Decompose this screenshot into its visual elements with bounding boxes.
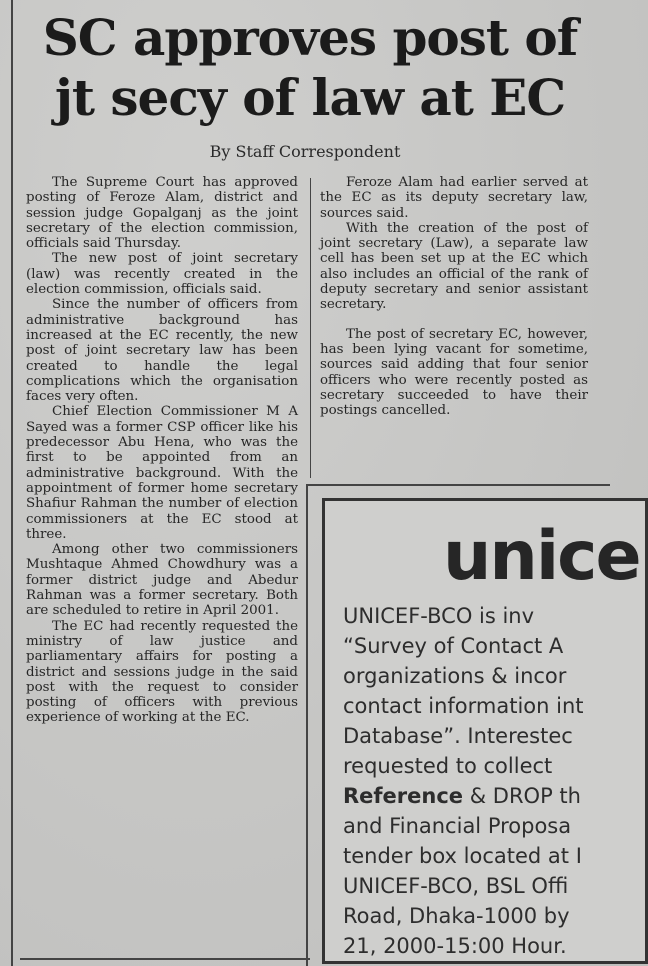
paragraph: Among other two commissioners Mushtaque Ahmed Chowdhury was a former district judge and Abedur Rahman was a former secretary. Both are scheduled to retire in April 2001. xyxy=(26,542,298,619)
ad-body-text: UNICEF-BCO is inv “Survey of Contact A organizations & incor contact information int Database”. Interestec requested to collect Reference & DROP th and Financial Proposa tender box located at I UNICEF-BCO, BSL Offi Road, Dhaka-1000 by 21, 2000-15:00 Hour. xyxy=(343,604,584,958)
byline: By Staff Correspondent xyxy=(209,142,401,161)
paragraph: The new post of joint secretary (law) was recently created in the election commission, officials said. xyxy=(26,251,298,298)
ad-left-rule xyxy=(306,484,308,966)
headline xyxy=(20,8,600,128)
headline-line-1: SC approves post of xyxy=(42,8,578,67)
article-column-2 xyxy=(320,175,588,418)
unicef-logo: unice xyxy=(443,517,640,596)
paragraph: Feroze Alam had earlier served at the EC as its deputy secretary law, sources said. xyxy=(320,175,588,221)
paragraph: Since the number of officers from administrative background has increased at the EC recently, the new post of joint secretary law has been created to handle the legal complications which the organisation faces very often. xyxy=(26,297,298,405)
paragraph: The Supreme Court has approved posting of Feroze Alam, district and session judge Gopalganj as the joint secretary of the election commission, officials said Thursday. xyxy=(26,175,298,252)
paragraph: With the creation of the post of joint secretary (Law), a separate law cell has been set up at the EC which also includes an official of the rank of deputy secretary and senior assistant secretary. xyxy=(320,220,588,313)
paragraph: The EC had recently requested the ministry of law justice and parliamentary affairs for posting a district and sessions judge in the said post with the request to consider posting of officers with previous experience of working at the EC. xyxy=(26,618,298,726)
article-column-1 xyxy=(26,175,298,726)
bottom-rule xyxy=(20,958,310,960)
paragraph: Chief Election Commissioner M A Sayed was a former CSP officer like his predecessor Abu Hena, who was the first to be appointed from an administrative background. With the appointment of former home secretary Shafiur Rahman the number of election commissioners at the EC stood at three. xyxy=(26,404,298,542)
ad-top-rule xyxy=(306,484,610,486)
headline-line-2: jt secy of law at EC xyxy=(54,68,566,127)
paragraph: The post of secretary EC, however, has been lying vacant for sometime, sources said adding that four senior officers who were recently posted as secretary succeeded to have their postings cancelled. xyxy=(320,326,588,419)
unicef-advertisement xyxy=(322,498,648,964)
column-divider-rule xyxy=(310,178,311,478)
